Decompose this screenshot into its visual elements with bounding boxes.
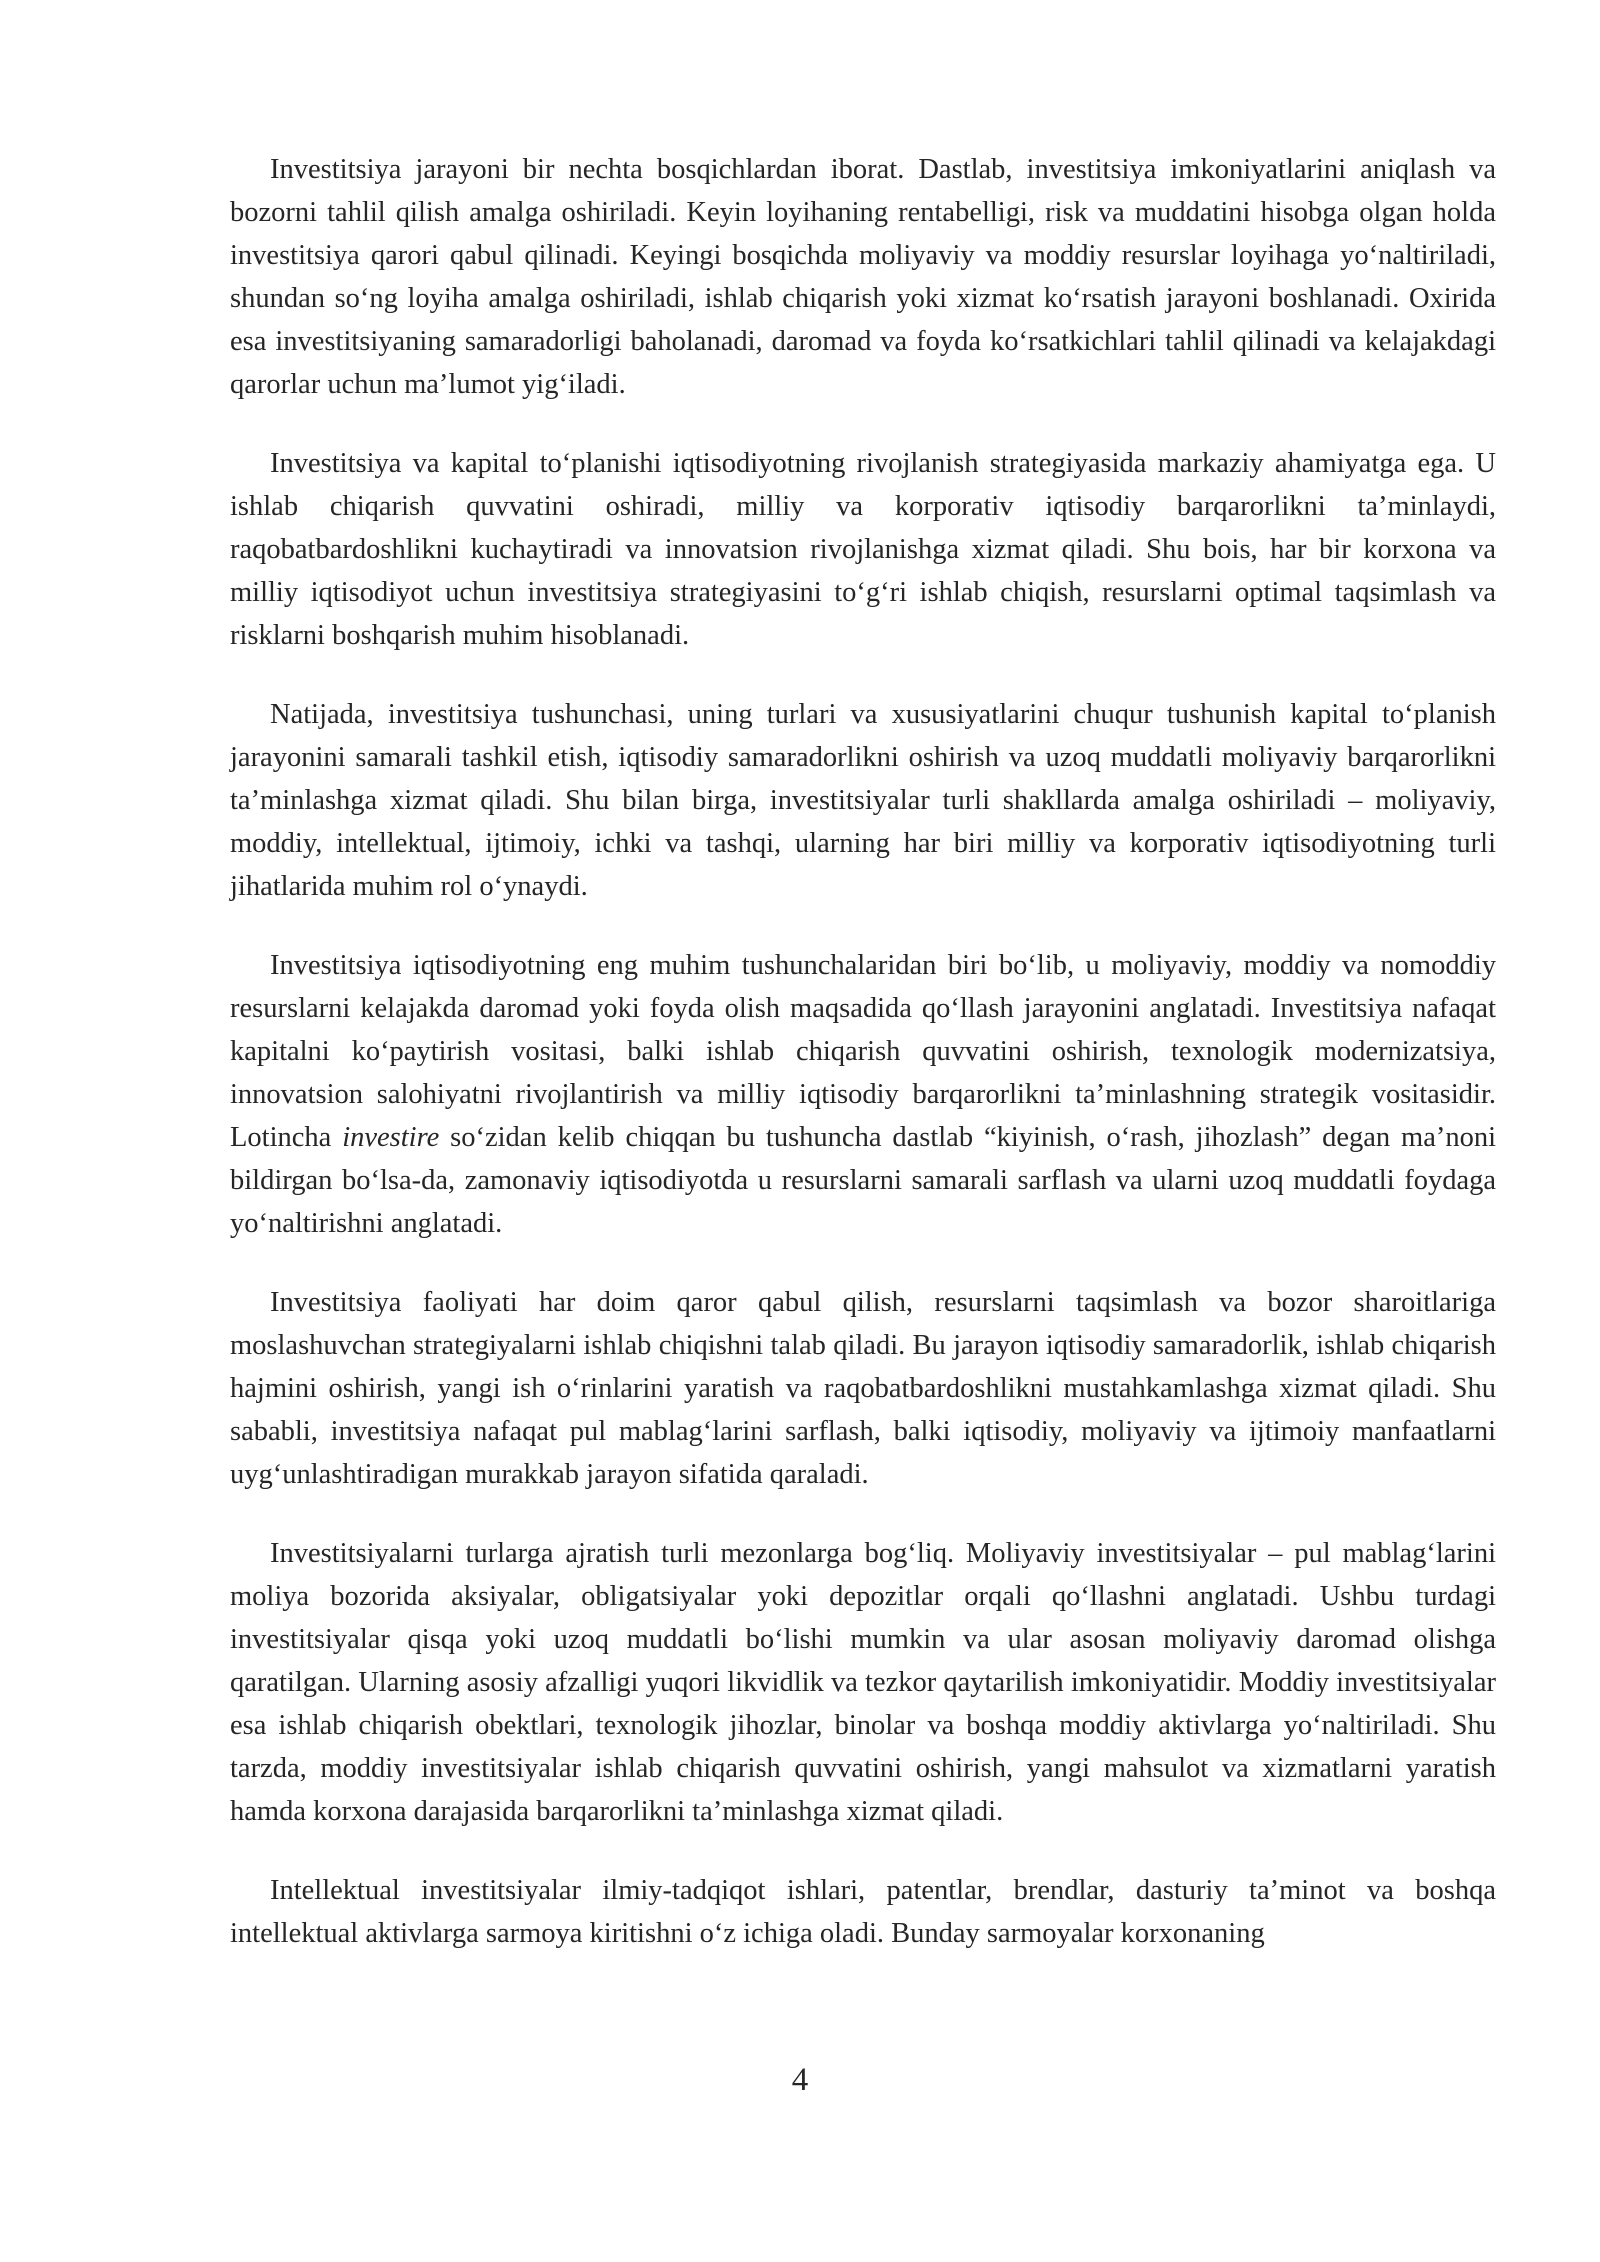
body-text — [230, 148, 1496, 1991]
paragraph-investment-definition — [230, 944, 1496, 1245]
paragraph-investment-stages: Investitsiya jarayoni bir nechta bosqichlardan iborat. Dastlab, investitsiya imkoniyatlarini aniqlash va bozorni tahlil qilish amalga oshiriladi. Keyin loyihaning rentabelligi, risk va muddatini hisobga olgan holda investitsiya qarori qabul qilinadi. Keyingi bosqichda moliyaviy va moddiy resurslar loyihaga yo‘naltiriladi, shundan so‘ng loyiha amalga oshiriladi, ishlab chiqarish yoki xizmat ko‘rsatish jarayoni boshlanadi. Oxirida esa investitsiyaning samaradorligi baholanadi, daromad va foyda ko‘rsatkichlari tahlil qilinadi va kelajakdagi qarorlar uchun ma’lumot yig‘iladi. — [230, 154, 1496, 400]
paragraph-investment-types: Investitsiyalarni turlarga ajratish turli mezonlarga bog‘liq. Moliyaviy investitsiyalar – pul mablag‘larini moliya bozorida aksiyalar, obligatsiyalar yoki depozitlar orqali qo‘llashni anglatadi. Ushbu turdagi investitsiyalar qisqa yoki uzoq muddatli bo‘lishi mumkin va ular asosan moliyaviy daromad olishga qaratilgan. Ularning asosiy afzalligi yuqori likvidlik va tezkor qaytarilish imkoniyatidir. Moddiy investitsiyalar esa ishlab chiqarish obektlari, texnologik jihozlar, binolar va boshqa moddiy aktivlarga yo‘naltiriladi. Shu tarzda, moddiy investitsiyalar ishlab chiqarish quvvatini oshirish, yangi mahsulot va xizmatlarni yaratish hamda korxona darajasida barqarorlikni ta’minlashga xizmat qiladi. — [230, 1538, 1496, 1827]
paragraph-investment-activity: Investitsiya faoliyati har doim qaror qabul qilish, resurslarni taqsimlash va bozor sharoitlariga moslashuvchan strategiyalarni ishlab chiqishni talab qiladi. Bu jarayon iqtisodiy samaradorlik, ishlab chiqarish hajmini oshirish, yangi ish o‘rinlarini yaratish va raqobatbardoshlikni mustahkamlashga xizmat qiladi. Shu sababli, investitsiya nafaqat pul mablag‘larini sarflash, balki iqtisodiy, moliyaviy va ijtimoiy manfaatlarni uyg‘unlashtiradigan murakkab jarayon sifatida qaraladi. — [230, 1287, 1496, 1490]
paragraph-text-before: Investitsiya iqtisodiyotning eng muhim tushunchalaridan biri bo‘lib, u moliyaviy, moddiy va nomoddiy resurslarni kelajakda daromad yoki foyda olish maqsadida qo‘llash jarayonini anglatadi. Investitsiya nafaqat kapitalni ko‘paytirish vositasi, balki ishlab chiqarish quvvatini oshirish, texnologik modernizatsiya, innovatsion salohiyatni rivojlantirish va milliy iqtisodiy barqarorlikni ta’minlashning strategik vositasidir. Lotincha — [230, 950, 1496, 1153]
paragraph-capital-accumulation: Investitsiya va kapital to‘planishi iqtisodiyotning rivojlanish strategiyasida markaziy ahamiyatga ega. U ishlab chiqarish quvvatini oshiradi, milliy va korporativ iqtisodiy barqarorlikni ta’minlaydi, raqobatbardoshlikni kuchaytiradi va innovatsion rivojlanishga xizmat qiladi. Shu bois, har bir korxona va milliy iqtisodiyot uchun investitsiya strategiyasini to‘g‘ri ishlab chiqish, resurslarni optimal taqsimlash va risklarni boshqarish muhim hisoblanadi. — [230, 448, 1496, 651]
paragraph-intellectual-investments: Intellektual investitsiyalar ilmiy-tadqiqot ishlari, patentlar, brendlar, dasturiy ta’minot va boshqa intellektual aktivlarga sarmoya kiritishni o‘z ichiga oladi. Bunday sarmoyalar korxonaning — [230, 1875, 1496, 1949]
italic-term: investire — [342, 1122, 440, 1153]
page-number: 4 — [791, 2062, 809, 2098]
paragraph-conclusion: Natijada, investitsiya tushunchasi, uning turlari va xususiyatlarini chuqur tushunish kapital to‘planish jarayonini samarali tashkil etish, iqtisodiy samaradorlikni oshirish va uzoq muddatli moliyaviy barqarorlikni ta’minlashga xizmat qiladi. Shu bilan birga, investitsiyalar turli shakllarda amalga oshiriladi – moliyaviy, moddiy, intellektual, ijtimoiy, ichki va tashqi, ularning har biri milliy va korporativ iqtisodiyotning turli jihatlarida muhim rol o‘ynaydi. — [230, 699, 1496, 902]
paragraph-text-after: so‘zidan kelib chiqqan bu tushuncha dastlab “kiyinish, o‘rash, jihozlash” degan ma’noni bildirgan bo‘lsa-da, zamonaviy iqtisodiyotda u resurslarni samarali sarflash va ularni uzoq muddatli foydaga yo‘naltirishni anglatadi. — [230, 1122, 1497, 1239]
